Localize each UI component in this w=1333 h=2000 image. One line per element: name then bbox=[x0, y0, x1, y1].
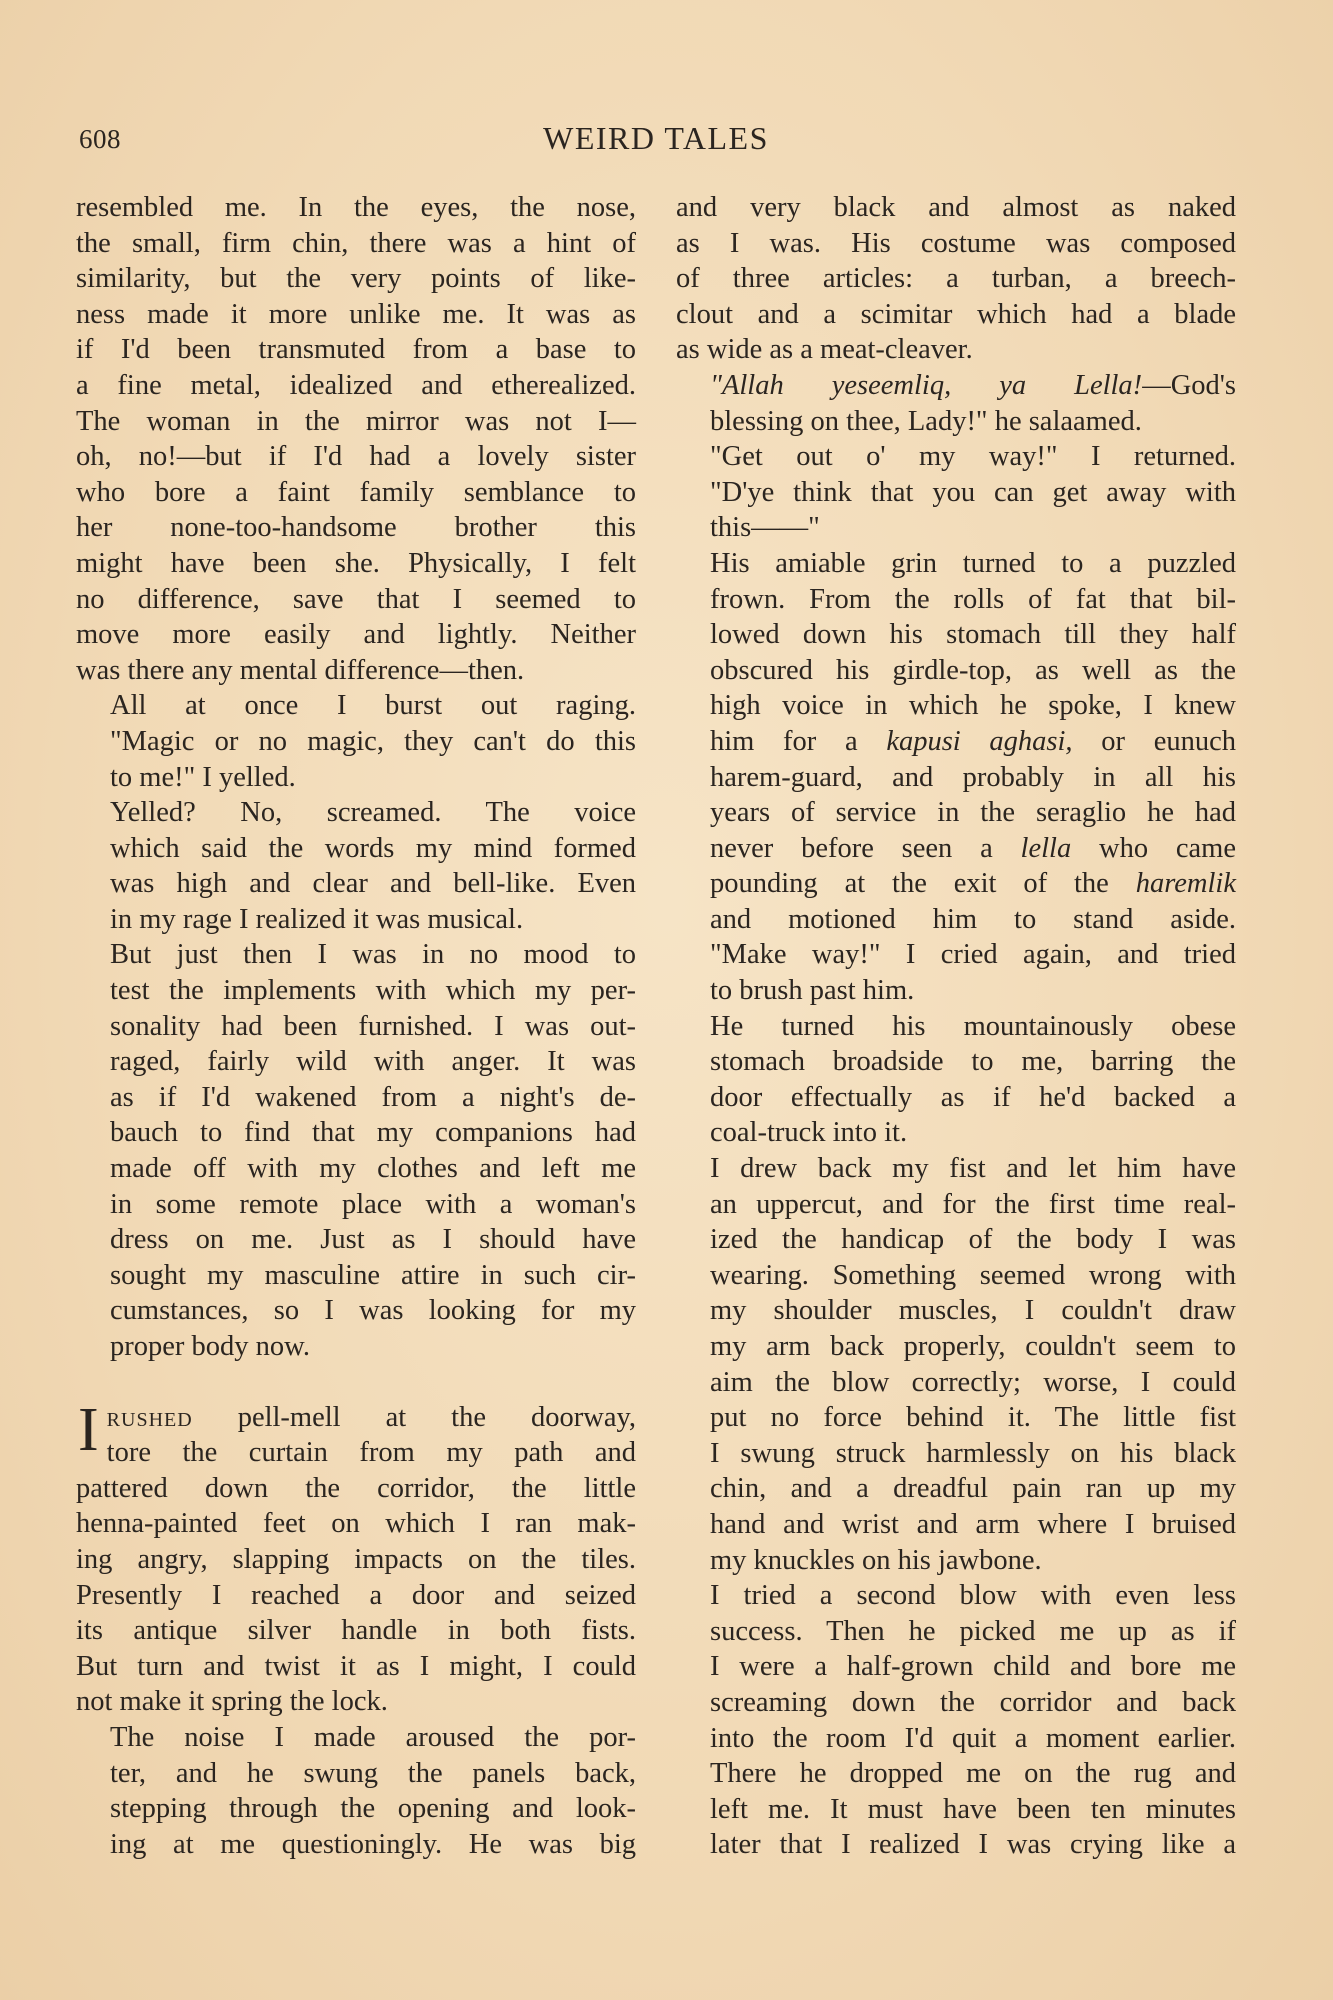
text-line: as wide as a meat-cleaver. bbox=[676, 334, 973, 366]
text-line: sought my masculine attire in such cir- bbox=[110, 1259, 636, 1291]
italic-phrase: lella bbox=[1020, 832, 1072, 864]
text-line: harem-guard, and probably in all his bbox=[710, 761, 1236, 793]
text-line: His amiable grin turned to a puzzled bbox=[710, 547, 1236, 579]
text-line: was there any mental difference—then. bbox=[76, 654, 525, 686]
text-line: ter, and he swung the panels back, bbox=[110, 1757, 636, 1789]
text-line bbox=[676, 866, 1236, 902]
text-line: to brush past him. bbox=[710, 975, 915, 1007]
text-line: was high and clear and bell-like. Even bbox=[110, 868, 636, 900]
running-header bbox=[76, 120, 1236, 162]
drop-cap: I bbox=[78, 1395, 99, 1464]
text-line: blessing on thee, Lady!" he salaamed. bbox=[710, 405, 1142, 437]
text-span: pounding at the exit of the bbox=[710, 868, 1136, 900]
text-line: bauch to find that my companions had bbox=[110, 1117, 636, 1149]
paragraph bbox=[676, 1578, 1236, 1863]
text-line: this——" bbox=[710, 512, 820, 544]
text-line: stepping through the opening and look- bbox=[110, 1793, 636, 1825]
paragraph bbox=[76, 1720, 636, 1862]
text-line: oh, no!—but if I'd had a lovely sister bbox=[76, 441, 636, 473]
text-line: raged, fairly wild with anger. It was bbox=[110, 1046, 636, 1078]
italic-phrase: kapusi aghasi, bbox=[886, 725, 1073, 757]
text-line: He turned his mountainously obese bbox=[710, 1010, 1236, 1042]
text-line: in my rage I realized it was musical. bbox=[110, 903, 524, 935]
text-line: "D'ye think that you can get away with bbox=[710, 476, 1236, 508]
magazine-title: WEIRD TALES bbox=[543, 120, 769, 156]
text-line: wearing. Something seemed wrong with bbox=[710, 1259, 1236, 1291]
paragraph bbox=[76, 795, 636, 937]
text-line: years of service in the seraglio he had bbox=[710, 797, 1236, 829]
text-line: But turn and twist it as I might, I could bbox=[76, 1650, 636, 1682]
paragraph bbox=[76, 190, 636, 688]
text-line: put no force behind it. The little fist bbox=[710, 1402, 1236, 1434]
text-line: I drew back my fist and let him have bbox=[710, 1153, 1236, 1185]
text-line: "Make way!" I cried again, and tried bbox=[710, 939, 1236, 971]
text-line: But just then I was in no mood to bbox=[110, 939, 636, 971]
text-line: and motioned him to stand aside. bbox=[710, 903, 1236, 935]
text-line: might have been she. Physically, I felt bbox=[76, 547, 636, 579]
text-line: All at once I burst out raging. bbox=[110, 690, 636, 722]
text-line: proper body now. bbox=[110, 1331, 310, 1362]
text-line: later that I realized I was crying like a bbox=[710, 1829, 1236, 1861]
text-line: dress on me. Just as I should have bbox=[110, 1224, 636, 1256]
text-line: The woman in the mirror was not I— bbox=[76, 405, 636, 437]
text-line: The noise I made aroused the por- bbox=[110, 1721, 636, 1753]
text-line: Presently I reached a door and seized bbox=[76, 1579, 636, 1611]
text-line: obscured his girdle-top, as well as the bbox=[710, 654, 1236, 686]
text-line: "Magic or no magic, they can't do this bbox=[110, 725, 636, 757]
text-line: who bore a faint family semblance to bbox=[76, 476, 636, 508]
text-line: her none-too-handsome brother this bbox=[76, 512, 636, 544]
text-line: ing angry, slapping impacts on the tiles. bbox=[76, 1543, 636, 1575]
paragraph bbox=[76, 937, 636, 1364]
text-line: "Get out o' my way!" I returned. bbox=[710, 441, 1236, 473]
text-line: hand and wrist and arm where I bruised bbox=[710, 1508, 1236, 1540]
paragraph bbox=[676, 1009, 1236, 1151]
text-line: resembled me. In the eyes, the nose, bbox=[76, 192, 636, 223]
text-line: of three articles: a turban, a breech- bbox=[676, 263, 1236, 295]
text-line: sonality had been furnished. I was out- bbox=[110, 1010, 636, 1042]
paragraph-lines bbox=[676, 404, 1236, 440]
text-line: my shoulder muscles, I couldn't draw bbox=[710, 1295, 1236, 1327]
text-line: high voice in which he spoke, I knew bbox=[710, 690, 1236, 722]
text-line: left me. It must have been ten minutes bbox=[710, 1793, 1236, 1825]
text-line: test the implements with which my per- bbox=[110, 975, 636, 1007]
text-line: my arm back properly, couldn't seem to bbox=[710, 1331, 1236, 1362]
text-line: as if I'd wakened from a night's de- bbox=[110, 1081, 636, 1113]
paragraph bbox=[676, 546, 1236, 1009]
text-line: ized the handicap of the body I was bbox=[710, 1224, 1236, 1256]
text-line: stomach broadside to me, barring the bbox=[710, 1046, 1236, 1078]
text-line: chin, and a dreadful pain ran up my bbox=[710, 1473, 1236, 1505]
text-line: not make it spring the lock. bbox=[76, 1686, 388, 1718]
text-line: success. Then he picked me up as if bbox=[710, 1615, 1236, 1647]
text-line: and very black and almost as naked bbox=[676, 192, 1236, 223]
text-span: who came bbox=[1071, 832, 1236, 864]
text-line: my knuckles on his jawbone. bbox=[710, 1544, 1042, 1576]
text-line: ing at me questioningly. He was big bbox=[110, 1828, 636, 1860]
text-line: screaming down the corridor and back bbox=[710, 1686, 1236, 1718]
text-line: door effectually as if he'd backed a bbox=[710, 1081, 1236, 1113]
text-line: into the room I'd quit a moment earlier. bbox=[710, 1722, 1236, 1754]
text-line: no difference, save that I seemed to bbox=[76, 583, 636, 615]
paragraph-lines bbox=[76, 1435, 636, 1720]
paragraph bbox=[676, 368, 1236, 439]
text-line: tore the curtain from my path and bbox=[106, 1437, 636, 1469]
small-caps-word: rushed bbox=[106, 1401, 193, 1433]
text-line: pattered down the corridor, the little bbox=[76, 1472, 636, 1504]
text-line: I were a half-grown child and bore me bbox=[710, 1651, 1236, 1683]
paragraph bbox=[676, 190, 1236, 368]
text-line: a fine metal, idealized and etherealized. bbox=[76, 369, 636, 401]
text-line: which said the words my mind formed bbox=[110, 832, 636, 864]
text-line: to me!" I yelled. bbox=[110, 761, 296, 793]
text-line bbox=[676, 368, 1236, 404]
text-line: made off with my clothes and left me bbox=[110, 1153, 636, 1185]
text-line: frown. From the rolls of fat that bil- bbox=[710, 583, 1236, 615]
text-span: never before seen a bbox=[710, 832, 1021, 864]
text-line: ness made it more unlike me. It was as bbox=[76, 298, 636, 330]
text-span: or eunuch bbox=[1072, 725, 1236, 757]
text-line: I swung struck harmlessly on his black bbox=[710, 1437, 1236, 1469]
text-line: an uppercut, and for the first time real- bbox=[710, 1188, 1236, 1220]
text-line: move more easily and lightly. Neither bbox=[76, 619, 636, 651]
right-column bbox=[676, 190, 1236, 1863]
text-line: similarity, but the very points of like- bbox=[76, 263, 636, 295]
text-line: coal-truck into it. bbox=[710, 1117, 908, 1149]
left-column bbox=[76, 190, 636, 1862]
text-line: aim the blow correctly; worse, I could bbox=[710, 1366, 1236, 1398]
text-line: as I was. His costume was composed bbox=[676, 227, 1236, 259]
text-line: in some remote place with a woman's bbox=[110, 1188, 636, 1220]
text-line: henna-painted feet on which I ran mak- bbox=[76, 1508, 636, 1540]
paragraph bbox=[676, 439, 1236, 546]
text-line: its antique silver handle in both fists. bbox=[76, 1615, 636, 1647]
text-line: if I'd been transmuted from a base to bbox=[76, 334, 636, 366]
text-line bbox=[76, 1400, 636, 1436]
text-span: pell-mell at the doorway, bbox=[192, 1401, 636, 1433]
italic-phrase: haremlik bbox=[1135, 868, 1236, 900]
text-span: —God's bbox=[1142, 369, 1236, 401]
text-line: the small, firm chin, there was a hint of bbox=[76, 227, 636, 259]
paragraph bbox=[676, 1151, 1236, 1578]
text-line: lowed down his stomach till they half bbox=[710, 619, 1236, 651]
text-line: clout and a scimitar which had a blade bbox=[676, 298, 1236, 330]
text-span: him for a bbox=[710, 725, 887, 757]
paragraph bbox=[76, 688, 636, 795]
text-line bbox=[676, 724, 1236, 760]
page-number: 608 bbox=[79, 124, 121, 154]
italic-phrase: "Allah yeseemliq, ya Lella! bbox=[710, 369, 1143, 401]
text-line: cumstances, so I was looking for my bbox=[110, 1295, 636, 1327]
paragraph-dropcap bbox=[76, 1395, 636, 1720]
text-line: Yelled? No, screamed. The voice bbox=[110, 797, 636, 829]
section-break bbox=[76, 1365, 636, 1400]
text-line: There he dropped me on the rug and bbox=[710, 1758, 1236, 1790]
text-line bbox=[676, 831, 1236, 867]
text-line: I tried a second blow with even less bbox=[710, 1580, 1236, 1612]
